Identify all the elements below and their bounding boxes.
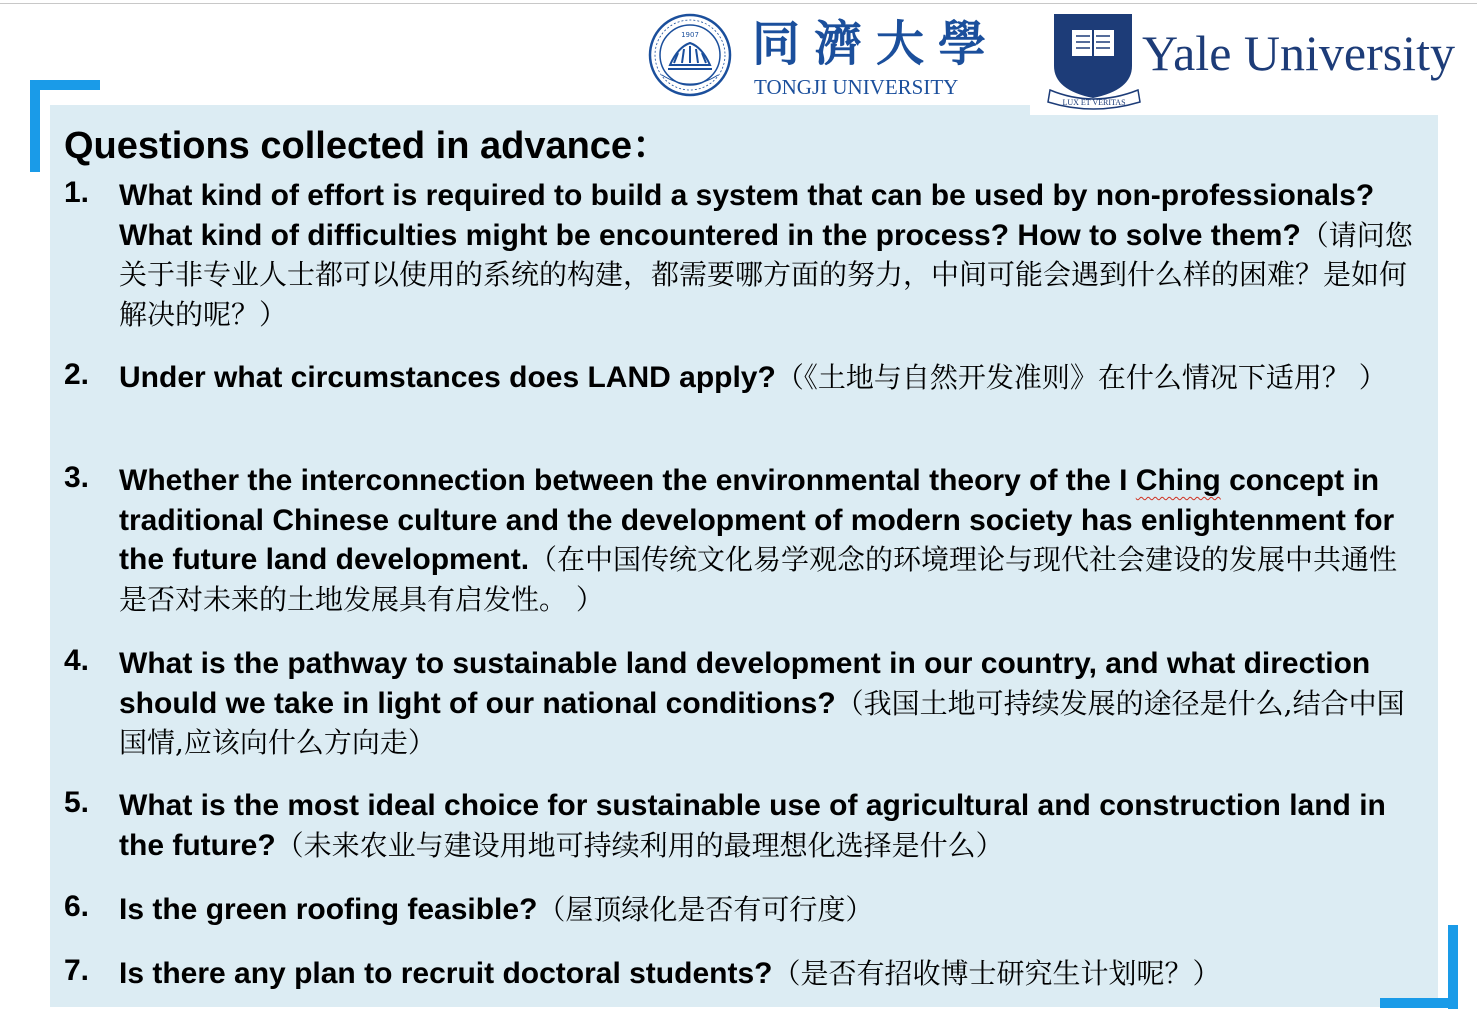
question-english: Under what circumstances does LAND apply? — [119, 361, 776, 394]
page-title: Questions collected in advance： — [64, 125, 671, 167]
spellcheck-underlined-word: Ching — [1135, 464, 1221, 497]
tongji-name-english: TONGJI UNIVERSITY — [754, 75, 959, 99]
question-chinese: （是否有招收博士研究生计划呢？） — [772, 957, 1221, 990]
question-number: 5. — [64, 786, 90, 819]
question-chinese: （屋顶绿化是否有可行度） — [537, 893, 874, 926]
question-english: Is there any plan to recruit doctoral students? — [119, 957, 773, 990]
question-chinese: （未来农业与建设用地可持续利用的最理想化选择是什么） — [275, 828, 1004, 862]
yale-motto: LUX ET VERITAS — [1062, 98, 1126, 107]
tongji-name-chinese: 同濟大學 — [752, 16, 1001, 72]
question-english: Is the green roofing feasible? — [119, 893, 538, 926]
corner-bracket-bottom-right-vertical — [1448, 925, 1458, 1009]
question-chinese: （我国土地可持续发展的途径是什么,结合中国国情,应该向什么方向走） — [119, 686, 1405, 759]
question-number: 7. — [64, 954, 90, 987]
question-chinese: （请问您关于非专业人士都可以使用的系统的构建，都需要哪方面的努力，中间可能会遇到什么样的困难？是如何解决的呢？） — [119, 218, 1413, 331]
tongji-seal-logo — [648, 13, 732, 97]
corner-bracket-bottom-right-horizontal — [1380, 998, 1458, 1008]
corner-bracket-top-left-horizontal — [30, 80, 100, 90]
question-chinese: （在中国传统文化易学观念的环境理论与现代社会建设的发展中共通性是否对未来的土地发展具有启发性。 ） — [119, 543, 1398, 616]
question-english: What is the pathway to sustainable land development in our country, and what direction should we take in light of our national conditions? — [119, 647, 1371, 720]
question-english: What is the most ideal choice for sustainable use of agricultural and construction land in the future? — [119, 789, 1386, 862]
question-number: 2. — [64, 358, 90, 391]
question-english: What kind of effort is required to build a system that can be used by non-professionals? What kind of difficulties might be encountered in the process? How to solve them? — [119, 179, 1375, 252]
question-number: 6. — [64, 890, 90, 923]
yale-name: Yale University — [1142, 25, 1455, 81]
question-english-part: Whether the interconnection between the environmental theory of the I — [119, 464, 1136, 497]
question-text — [119, 644, 1424, 763]
question-text — [119, 176, 1424, 334]
yale-shield-logo — [1046, 10, 1146, 110]
question-text — [119, 890, 1424, 930]
top-divider-line — [0, 3, 1477, 4]
question-number: 1. — [64, 176, 90, 209]
question-text — [119, 786, 1424, 865]
question-number: 3. — [64, 461, 90, 494]
question-text — [119, 461, 1424, 619]
seal-year: 1907 — [681, 31, 699, 39]
question-english-part: concept in traditional Chinese culture and the development of modern society has enlightenment for the future land development. — [119, 464, 1395, 576]
corner-bracket-top-left-vertical — [30, 80, 40, 172]
question-text — [119, 358, 1424, 398]
question-number: 4. — [64, 644, 90, 677]
question-chinese: （《土地与自然开发准则》在什么情况下适用？ ） — [775, 361, 1387, 394]
question-text — [119, 954, 1424, 994]
